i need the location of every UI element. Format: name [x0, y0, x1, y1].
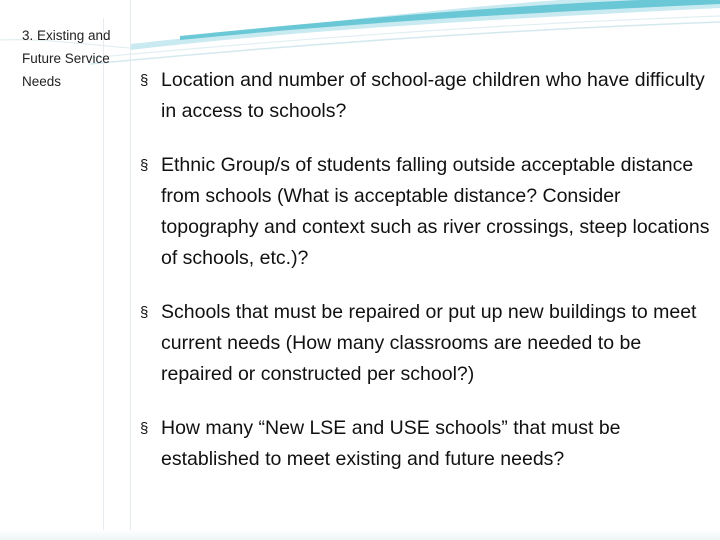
sidebar-divider: [103, 18, 130, 540]
sidebar-panel: [0, 0, 131, 540]
bullet-text: Ethnic Group/s of students falling outside acceptable distance from schools (What is acceptable distance? Consider topography and context such as river crossings, steep locations of schools, etc.)?: [161, 154, 710, 269]
bullet-text: Schools that must be repaired or put up new buildings to meet current needs (How many classrooms are needed to be repaired or constructed per school?): [161, 301, 697, 385]
bullet-marker: §: [140, 157, 149, 174]
section-title: 3. Existing and Future Service Needs: [22, 28, 111, 89]
bullet-text: Location and number of school-age children who have difficulty in access to schools?: [161, 69, 705, 122]
footer-band: [0, 530, 720, 540]
list-item: [140, 65, 718, 127]
bullet-text: How many “New LSE and USE schools” that must be established to meet existing and future needs?: [161, 417, 621, 470]
bullet-marker: §: [140, 72, 149, 89]
bullet-marker: §: [140, 304, 149, 321]
list-item: [140, 297, 718, 390]
list-item: [140, 150, 718, 274]
bullet-marker: §: [140, 420, 149, 437]
list-item: [140, 413, 718, 475]
bullet-list: [140, 65, 718, 498]
